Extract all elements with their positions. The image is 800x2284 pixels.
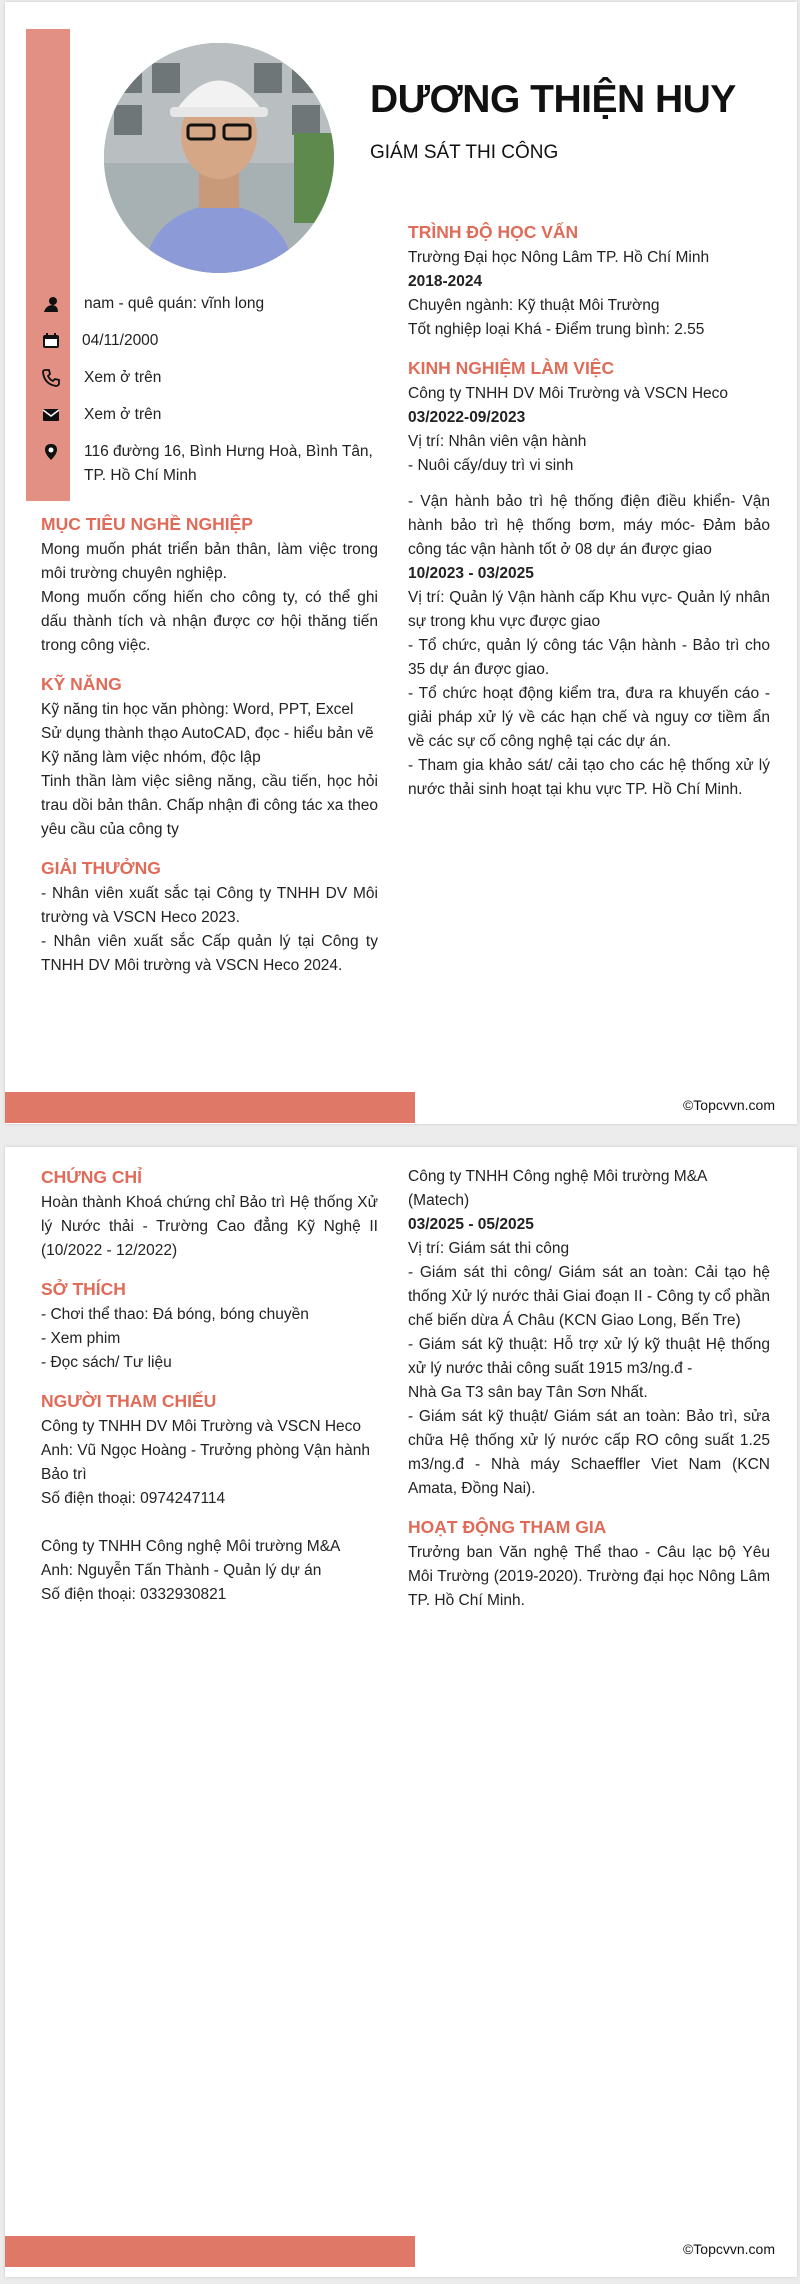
experience-task: - Giám sát kỹ thuật/ Giám sát an toàn: Bảo trì, sửa chữa Hệ thống xử lý nước cấp RO công suất 1.25 m3/ng.đ - Nhà máy Schaeffler Viet Nam (KCN Amata, Đồng Nai).	[408, 1408, 770, 1497]
experience-section	[408, 356, 770, 802]
location-pin-icon	[42, 443, 60, 461]
activity-item: Trưởng ban Văn nghệ Thể thao - Câu lạc bộ Yêu Môi Trường (2019-2020). Trường đại học Nông Lâm TP. Hồ Chí Minh.	[408, 1544, 770, 1609]
reference-phone: Số điện thoại: 0332930821	[41, 1586, 227, 1603]
calendar-icon	[42, 332, 60, 350]
experience-title: KINH NGHIỆM LÀM VIỆC	[408, 358, 615, 378]
experience-position: Vị trí: Quản lý Vận hành cấp Khu vực- Quản lý nhân sự trong khu vực được giao	[408, 589, 770, 630]
experience-task: - Tham gia khảo sát/ cải tạo cho các hệ thống xử lý nước thải sinh hoạt tại khu vực TP. Hồ Chí Minh.	[408, 757, 770, 798]
hobby-item: - Xem phim	[41, 1330, 121, 1347]
reference-company: Công ty TNHH DV Môi Trường và VSCN Heco	[41, 1418, 362, 1435]
experience-task: - Vận hành bảo trì hệ thống điện điều khiển- Vận hành bảo trì hệ thống bơm, máy móc- Đảm bảo công tác vận hành tốt ở 08 dự án được giao	[408, 493, 770, 558]
hobbies-section	[41, 1277, 378, 1375]
experience-company: Công ty TNHH DV Môi Trường và VSCN Heco	[408, 385, 729, 402]
left-column-page-2	[41, 1165, 378, 1621]
experience-position: Vị trí: Giám sát thi công	[408, 1240, 570, 1257]
profile-photo-image	[104, 43, 334, 273]
award-item: - Nhân viên xuất sắc Cấp quản lý tại Công ty TNHH DV Môi trường và VSCN Heco 2024.	[41, 933, 378, 974]
right-column-page-2	[408, 1165, 770, 1627]
email-text: Xem ở trên	[84, 406, 162, 423]
education-grade: Tốt nghiệp loại Khá - Điểm trung bình: 2.55	[408, 321, 705, 338]
objective-section	[41, 512, 378, 658]
contact-address	[42, 440, 382, 488]
experience-task: - Giám sát thi công/ Giám sát an toàn: Cải tạo hệ thống Xử lý nước thải Giai đoạn II - Công ty cổ phần chế biến dừa Á Châu (KCN Giao Long, Bến Tre)	[408, 1264, 770, 1329]
awards-title: GIẢI THƯỞNG	[41, 858, 161, 878]
birthday-text: 04/11/2000	[82, 332, 159, 349]
candidate-name: DƯƠNG THIỆN HUY	[370, 78, 736, 121]
skills-section	[41, 672, 378, 842]
footer-brand: ©Topcvvn.com	[682, 2241, 775, 2257]
contact-birthday	[42, 329, 382, 353]
reference-phone: Số điện thoại: 0974247114	[41, 1490, 226, 1507]
footer-accent-bar	[5, 2236, 415, 2267]
skill-item: Kỹ năng tin học văn phòng: Word, PPT, Excel	[41, 701, 354, 718]
contact-email	[42, 403, 382, 427]
objective-title: MỤC TIÊU NGHỀ NGHIỆP	[41, 514, 253, 534]
education-major: Chuyên ngành: Kỹ thuật Môi Trường	[408, 297, 660, 314]
experience-position: Vị trí: Nhân viên vận hành	[408, 433, 587, 450]
experience-task: - Tổ chức hoạt động kiểm tra, đưa ra khuyến cáo - giải pháp xử lý về các hạn chế và nguy cơ tiềm ẩn về các sự cố công nghệ tại các dự án.	[408, 685, 770, 750]
gender-hometown-text: nam - quê quán: vĩnh long	[84, 295, 265, 312]
education-section	[408, 220, 770, 342]
cv-page-2	[5, 1147, 797, 2277]
reference-person: Anh: Nguyễn Tấn Thành - Quản lý dự án	[41, 1562, 322, 1579]
user-location-icon	[42, 295, 60, 313]
education-title: TRÌNH ĐỘ HỌC VẤN	[408, 222, 579, 242]
references-section	[41, 1389, 378, 1607]
hobby-item: - Chơi thể thao: Đá bóng, bóng chuyền	[41, 1306, 309, 1323]
experience-task: - Tổ chức, quản lý công tác Vận hành - Bảo trì cho 35 dự án được giao.	[408, 637, 770, 678]
activities-title: HOẠT ĐỘNG THAM GIA	[408, 1517, 607, 1537]
experience-task: - Giám sát kỹ thuật: Hỗ trợ xử lý kỹ thuật Hệ thống xử lý nước thải công suất 1915 m3/ng.đ -	[408, 1336, 770, 1377]
certificates-title: CHỨNG CHỈ	[41, 1167, 143, 1187]
contact-list	[42, 292, 382, 501]
award-item: - Nhân viên xuất sắc tại Công ty TNHH DV Môi trường và VSCN Heco 2023.	[41, 885, 378, 926]
job-title: GIÁM SÁT THI CÔNG	[370, 142, 559, 163]
certificates-section	[41, 1165, 378, 1263]
education-period: 2018-2024	[408, 273, 483, 290]
profile-photo	[104, 43, 334, 273]
footer-brand: ©Topcvvn.com	[682, 1097, 775, 1113]
hobbies-title: SỞ THÍCH	[41, 1279, 126, 1299]
contact-phone	[42, 366, 382, 390]
phone-icon	[42, 369, 60, 387]
experience-continued	[408, 1165, 770, 1501]
experience-task: Nhà Ga T3 sân bay Tân Sơn Nhất.	[408, 1384, 648, 1401]
skills-title: KỸ NĂNG	[41, 674, 122, 694]
reference-person: Anh: Vũ Ngọc Hoàng - Trưởng phòng Vận hành Bảo trì	[41, 1442, 371, 1483]
experience-company: Công ty TNHH Công nghệ Môi trường M&A (Matech)	[408, 1168, 707, 1209]
awards-section	[41, 856, 378, 978]
certificate-item: Hoàn thành Khoá chứng chỉ Bảo trì Hệ thống Xử lý Nước thải - Trường Cao đẳng Kỹ Nghệ II (10/2022 - 12/2022)	[41, 1194, 378, 1259]
experience-period: 03/2022-09/2023	[408, 409, 526, 426]
email-icon	[42, 406, 60, 424]
footer-accent-bar	[5, 1092, 415, 1123]
objective-line: Mong muốn cống hiến cho công ty, có thể ghi dấu thành tích và nhận được cơ hội thăng tiến trong công việc.	[41, 589, 378, 654]
phone-text: Xem ở trên	[84, 369, 162, 386]
experience-period: 03/2025 - 05/2025	[408, 1216, 534, 1233]
contact-gender-hometown	[42, 292, 382, 316]
hobby-item: - Đọc sách/ Tư liệu	[41, 1354, 172, 1371]
cv-page-1	[5, 2, 797, 1124]
experience-task: - Nuôi cấy/duy trì vi sinh	[408, 457, 574, 474]
left-column-page-1	[41, 512, 378, 992]
address-text: 116 đường 16, Bình Hưng Hoà, Bình Tân, TP. Hồ Chí Minh	[84, 443, 373, 484]
activities-section	[408, 1515, 770, 1613]
skill-item: Kỹ năng làm việc nhóm, độc lập	[41, 749, 261, 766]
skill-item: Sử dụng thành thạo AutoCAD, đọc - hiểu bản vẽ	[41, 725, 374, 742]
experience-period: 10/2023 - 03/2025	[408, 565, 534, 582]
reference-company: Công ty TNHH Công nghệ Môi trường M&A	[41, 1538, 341, 1555]
references-title: NGƯỜI THAM CHIẾU	[41, 1391, 217, 1411]
objective-line: Mong muốn phát triển bản thân, làm việc trong môi trường chuyên nghiệp.	[41, 541, 378, 582]
right-column-page-1	[408, 220, 770, 816]
skill-item: Tinh thần làm việc siêng năng, cầu tiến, học hỏi trau dồi bản thân. Chấp nhận đi công tác xa theo yêu cầu của công ty	[41, 773, 378, 838]
education-school: Trường Đại học Nông Lâm TP. Hồ Chí Minh	[408, 249, 710, 266]
